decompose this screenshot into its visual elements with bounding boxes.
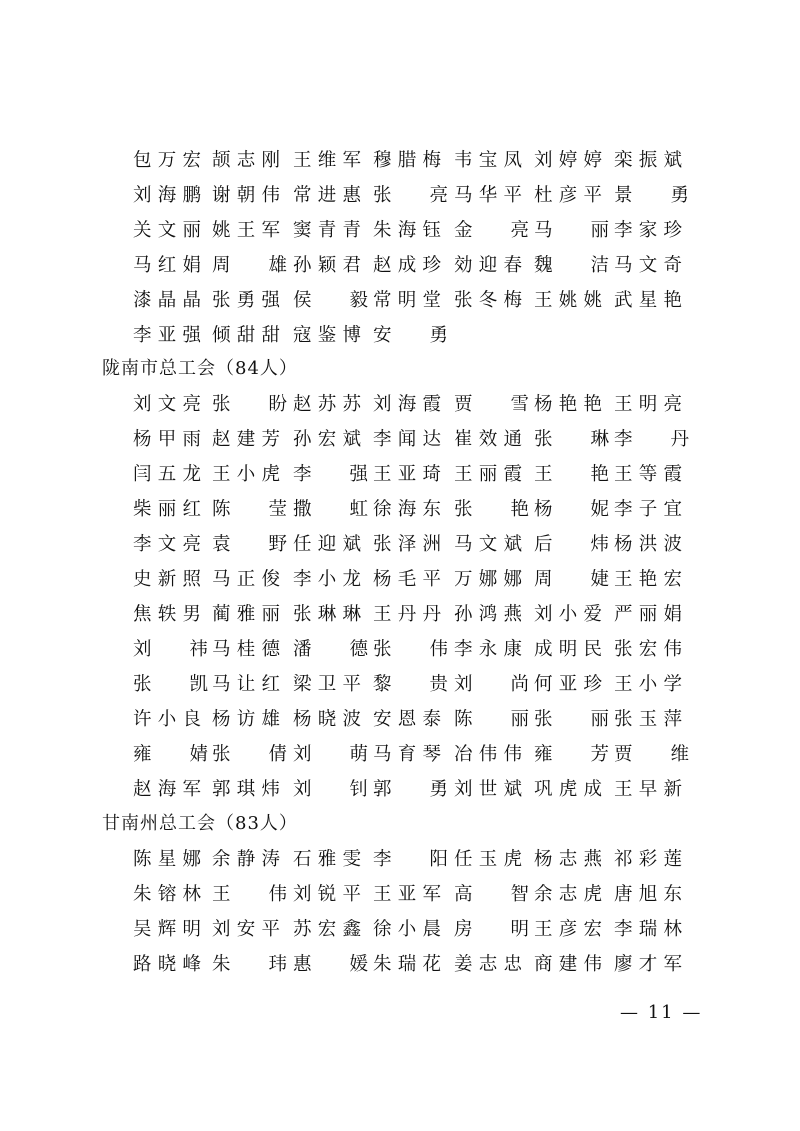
person-name: 梁 卫 平 (293, 674, 361, 695)
person-name: 赵 建 芳 (212, 429, 280, 450)
person-name: 关 文 丽 (133, 220, 201, 241)
person-name: 李 瑞 林 (614, 919, 682, 940)
section-heading-gannan: 甘南州总工会（83人） (102, 813, 298, 834)
person-name: 韦 宝 凤 (454, 150, 522, 171)
person-name: 魏 洁 (534, 255, 609, 276)
person-name: 王 小 学 (614, 674, 682, 695)
person-name: 祁 彩 莲 (614, 849, 682, 870)
person-name: 刘 安 平 (212, 919, 280, 940)
names-row (0, 320, 800, 355)
person-name: 王 等 霞 (614, 464, 682, 485)
person-name: 廖 才 军 (614, 954, 682, 975)
person-name: 张 琳 琳 (293, 604, 361, 625)
person-name: 高 智 (454, 884, 529, 905)
person-name: 孙 颖 君 (293, 255, 361, 276)
names-row (0, 180, 800, 215)
person-name: 房 明 (454, 919, 529, 940)
names-row (0, 914, 800, 949)
person-name: 任 迎 斌 (293, 534, 361, 555)
person-name: 袁 野 (212, 534, 287, 555)
names-row (0, 389, 800, 424)
names-row (0, 285, 800, 320)
person-name: 撒 虹 (293, 499, 368, 520)
person-name: 贾 维 (614, 744, 689, 765)
person-name: 李 子 宜 (614, 499, 682, 520)
person-name: 雍 芳 (534, 744, 609, 765)
person-name: 成 明 民 (534, 639, 602, 660)
person-name: 张 亮 (373, 185, 448, 206)
person-name: 刘 萌 (293, 744, 368, 765)
person-name: 路 晓 峰 (133, 954, 201, 975)
person-name: 杨 晓 波 (293, 709, 361, 730)
person-name: 李 闻 达 (373, 429, 441, 450)
person-name: 刘 祎 (133, 639, 208, 660)
person-name: 王 维 军 (293, 150, 361, 171)
names-row (0, 634, 800, 669)
page-number: — 11 — (620, 1002, 703, 1023)
person-name: 张 艳 (454, 499, 529, 520)
names-row (0, 774, 800, 809)
person-name: 王 伟 (212, 884, 287, 905)
person-name: 余 志 虎 (534, 884, 602, 905)
person-name: 马 育 琴 (373, 744, 441, 765)
person-name: 刘 锐 平 (293, 884, 361, 905)
person-name: 景 勇 (614, 185, 689, 206)
person-name: 李 阳 (373, 849, 448, 870)
person-name: 马 让 红 (212, 674, 280, 695)
person-name: 马 文 斌 (454, 534, 522, 555)
person-name: 严 丽 娟 (614, 604, 682, 625)
person-name: 侯 毅 (293, 290, 368, 311)
person-name: 漆 晶 晶 (133, 290, 201, 311)
person-name: 陈 莹 (212, 499, 287, 520)
person-name: 効 迎 春 (454, 255, 522, 276)
person-name: 姜 志 忠 (454, 954, 522, 975)
person-name: 赵 成 珍 (373, 255, 441, 276)
person-name: 周 婕 (534, 569, 609, 590)
person-name: 穆 腊 梅 (373, 150, 441, 171)
names-row (0, 739, 800, 774)
person-name: 刘 文 亮 (133, 394, 201, 415)
person-name: 常 明 堂 (373, 290, 441, 311)
person-name: 王 早 新 (614, 779, 682, 800)
person-name: 王 艳 宏 (614, 569, 682, 590)
person-name: 何 亚 珍 (534, 674, 602, 695)
person-name: 张 泽 洲 (373, 534, 441, 555)
person-name: 张 冬 梅 (454, 290, 522, 311)
person-name: 苏 宏 鑫 (293, 919, 361, 940)
names-row (0, 704, 800, 739)
person-name: 黎 贵 (373, 674, 448, 695)
person-name: 王 艳 (534, 464, 609, 485)
person-name: 马 桂 德 (212, 639, 280, 660)
person-name: 武 星 艳 (614, 290, 682, 311)
person-name: 李 文 亮 (133, 534, 201, 555)
person-name: 王 彦 宏 (534, 919, 602, 940)
person-name: 崔 效 通 (454, 429, 522, 450)
person-name: 后 炜 (534, 534, 609, 555)
names-row (0, 669, 800, 704)
person-name: 周 雄 (212, 255, 287, 276)
person-name: 金 亮 (454, 220, 529, 241)
names-row (0, 844, 800, 879)
person-name: 杨 艳 艳 (534, 394, 602, 415)
person-name: 朱 瑞 花 (373, 954, 441, 975)
person-name: 万 娜 娜 (454, 569, 522, 590)
person-name: 张 伟 (373, 639, 448, 660)
person-name: 刘 钊 (293, 779, 368, 800)
person-name: 商 建 伟 (534, 954, 602, 975)
person-name: 刘 婷 婷 (534, 150, 602, 171)
person-name: 杨 毛 平 (373, 569, 441, 590)
person-name: 余 静 涛 (212, 849, 280, 870)
person-name: 马 红 娟 (133, 255, 201, 276)
section-heading-longnan: 陇南市总工会（84人） (102, 358, 298, 379)
person-name: 贾 雪 (454, 394, 529, 415)
person-name: 惠 媛 (293, 954, 368, 975)
person-name: 刘 海 霞 (373, 394, 441, 415)
person-name: 李 强 (293, 464, 368, 485)
person-name: 安 勇 (373, 325, 448, 346)
names-row (0, 879, 800, 914)
person-name: 谢 朝 伟 (212, 185, 280, 206)
names-row (0, 424, 800, 459)
person-name: 郭 勇 (373, 779, 448, 800)
person-name: 潘 德 (293, 639, 368, 660)
person-name: 杨 洪 波 (614, 534, 682, 555)
person-name: 闫 五 龙 (133, 464, 201, 485)
person-name: 李 家 珍 (614, 220, 682, 241)
names-row (0, 494, 800, 529)
person-name: 赵 海 军 (133, 779, 201, 800)
person-name: 倾 甜 甜 (212, 325, 280, 346)
person-name: 徐 小 晨 (373, 919, 441, 940)
person-name: 王 小 虎 (212, 464, 280, 485)
person-name: 常 进 惠 (293, 185, 361, 206)
person-name: 杨 甲 雨 (133, 429, 201, 450)
person-name: 姚 王 军 (212, 220, 280, 241)
person-name: 王 亚 军 (373, 884, 441, 905)
person-name: 任 玉 虎 (454, 849, 522, 870)
person-name: 马 文 奇 (614, 255, 682, 276)
person-name: 冶 伟 伟 (454, 744, 522, 765)
person-name: 李 小 龙 (293, 569, 361, 590)
names-row (0, 599, 800, 634)
person-name: 焦 轶 男 (133, 604, 201, 625)
person-name: 李 亚 强 (133, 325, 201, 346)
person-name: 石 雅 雯 (293, 849, 361, 870)
person-name: 陈 丽 (454, 709, 529, 730)
person-name: 雍 婧 (133, 744, 208, 765)
person-name: 蔺 雅 丽 (212, 604, 280, 625)
person-name: 巩 虎 成 (534, 779, 602, 800)
person-name: 寇 鉴 博 (293, 325, 361, 346)
person-name: 杨 妮 (534, 499, 609, 520)
person-name: 刘 海 鹏 (133, 185, 201, 206)
names-row (0, 250, 800, 285)
person-name: 刘 小 爱 (534, 604, 602, 625)
person-name: 朱 镕 林 (133, 884, 201, 905)
names-row (0, 564, 800, 599)
person-name: 李 丹 (614, 429, 689, 450)
person-name: 张 勇 强 (212, 290, 280, 311)
names-row (0, 949, 800, 984)
person-name: 马 正 俊 (212, 569, 280, 590)
person-name: 颉 志 刚 (212, 150, 280, 171)
person-name: 张 盼 (212, 394, 287, 415)
person-name: 吴 辉 明 (133, 919, 201, 940)
person-name: 张 玉 萍 (614, 709, 682, 730)
person-name: 张 倩 (212, 744, 287, 765)
names-block-gannan (0, 844, 800, 984)
person-name: 安 恩 泰 (373, 709, 441, 730)
names-row (0, 529, 800, 564)
person-name: 李 永 康 (454, 639, 522, 660)
person-name: 王 丹 丹 (373, 604, 441, 625)
person-name: 张 凯 (133, 674, 208, 695)
person-name: 王 姚 姚 (534, 290, 602, 311)
person-name: 赵 苏 苏 (293, 394, 361, 415)
person-name: 朱 海 钰 (373, 220, 441, 241)
person-name: 刘 世 斌 (454, 779, 522, 800)
person-name: 孙 鸿 燕 (454, 604, 522, 625)
person-name: 刘 尚 (454, 674, 529, 695)
person-name: 张 琳 (534, 429, 609, 450)
names-row (0, 145, 800, 180)
person-name: 杨 志 燕 (534, 849, 602, 870)
person-name: 柴 丽 红 (133, 499, 201, 520)
person-name: 张 丽 (534, 709, 609, 730)
person-name: 杜 彦 平 (534, 185, 602, 206)
person-name: 窦 青 青 (293, 220, 361, 241)
person-name: 包 万 宏 (133, 150, 201, 171)
person-name: 唐 旭 东 (614, 884, 682, 905)
names-block-top (0, 145, 800, 355)
person-name: 杨 访 雄 (212, 709, 280, 730)
names-block-longnan (0, 389, 800, 809)
person-name: 陈 星 娜 (133, 849, 201, 870)
person-name: 王 亚 琦 (373, 464, 441, 485)
person-name: 朱 玮 (212, 954, 287, 975)
names-row (0, 459, 800, 494)
person-name: 许 小 良 (133, 709, 201, 730)
person-name: 郭 琪 炜 (212, 779, 280, 800)
person-name: 王 丽 霞 (454, 464, 522, 485)
person-name: 徐 海 东 (373, 499, 441, 520)
person-name: 马 丽 (534, 220, 609, 241)
names-row (0, 215, 800, 250)
person-name: 马 华 平 (454, 185, 522, 206)
person-name: 张 宏 伟 (614, 639, 682, 660)
person-name: 史 新 照 (133, 569, 201, 590)
person-name: 王 明 亮 (614, 394, 682, 415)
person-name: 孙 宏 斌 (293, 429, 361, 450)
person-name: 栾 振 斌 (614, 150, 682, 171)
